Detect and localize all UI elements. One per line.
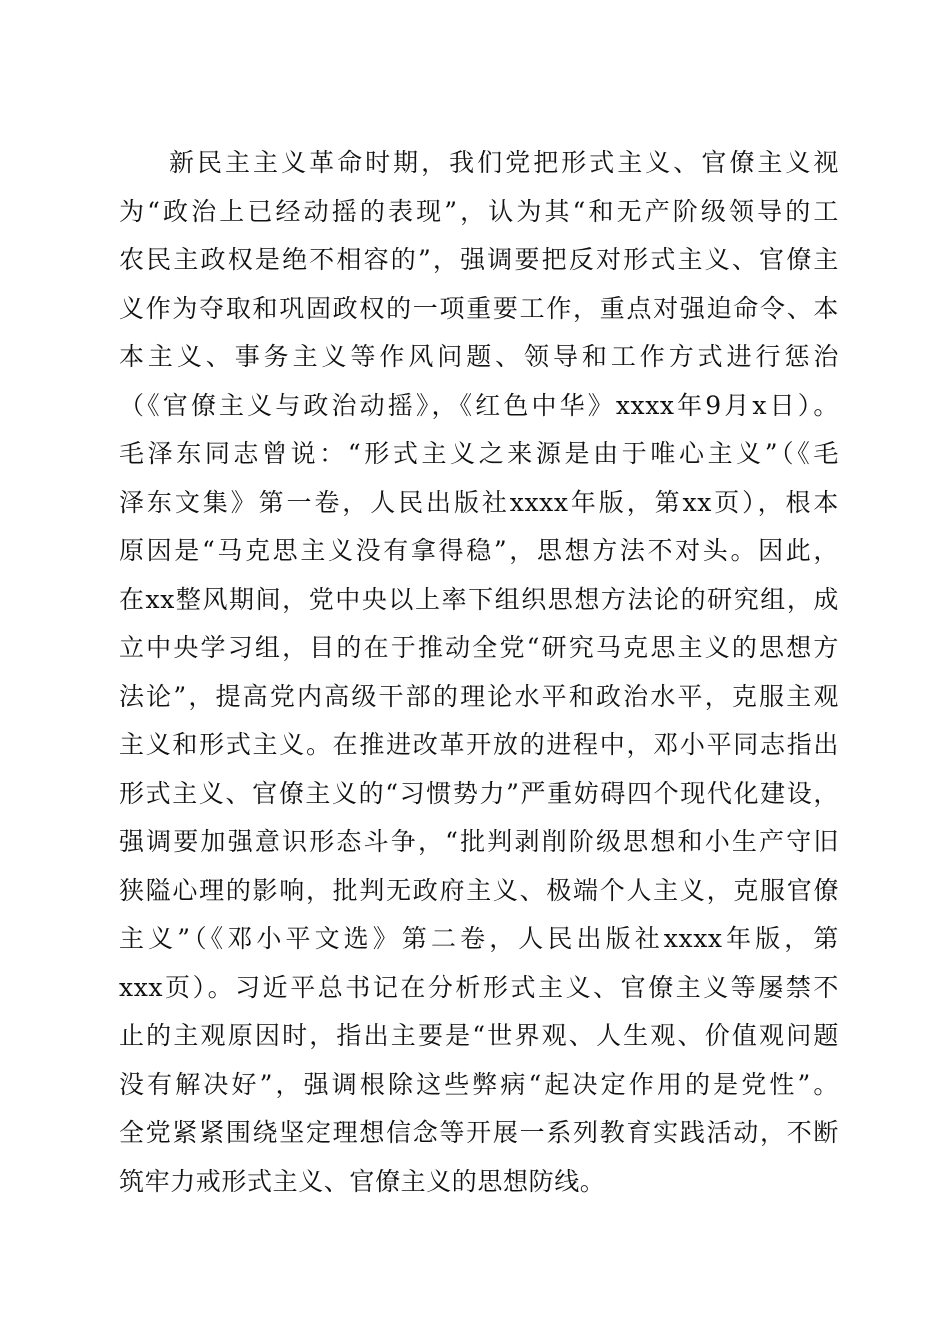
text-line: 强调要加强意识形态斗争，“批判剥削阶级思想和小生产守旧: [119, 827, 839, 856]
text-line: 新民主主义革命时期，我们党把形式主义、官僚主义视: [169, 148, 839, 177]
text-line: 主义”（《邓小平文选》第二卷，人民出版社xxxx年版，第: [119, 924, 839, 953]
text-line: （《官僚主义与政治动摇》，《红色中华》xxxx年9月x日）。: [119, 390, 839, 420]
text-line: 法论”，提高党内高级干部的理论水平和政治水平，克服主观: [119, 681, 839, 711]
text-line: 本主义、事务主义等作风问题、领导和工作方式进行惩治: [119, 342, 839, 371]
text-line: 农民主政权是绝不相容的”，强调要把反对形式主义、官僚主: [119, 245, 839, 274]
text-line: 泽东文集》第一卷，人民出版社xxxx年版，第xx页），根本: [119, 487, 839, 517]
text-line: 形式主义、官僚主义的“习惯势力”严重妨碍四个现代化建设，: [119, 778, 839, 808]
text-line: 原因是“马克思主义没有拿得稳”，思想方法不对头。因此，: [119, 536, 839, 565]
text-line: 立中央学习组，目的在于推动全党“研究马克思主义的思想方: [119, 633, 839, 662]
text-line: 全党紧紧围绕坚定理想信念等开展一系列教育实践活动，不断: [119, 1118, 839, 1147]
text-line: 毛泽东同志曾说：“形式主义之来源是由于唯心主义”（《毛: [119, 439, 839, 468]
text-line: 狭隘心理的影响，批判无政府主义、极端个人主义，克服官僚: [119, 875, 839, 905]
text-line: 主义和形式主义。在推进改革开放的进程中，邓小平同志指出: [119, 730, 839, 759]
text-line-last: 筑牢力戒形式主义、官僚主义的思想防线。: [119, 1166, 606, 1196]
text-line: 义作为夺取和巩固政权的一项重要工作，重点对强迫命令、本: [119, 293, 839, 323]
text-line: 没有解决好”，强调根除这些弊病“起决定作用的是党性”。: [119, 1069, 839, 1099]
text-line: 止的主观原因时，指出主要是“世界观、人生观、价值观问题: [119, 1021, 839, 1050]
text-line: 为“政治上已经动摇的表现”，认为其“和无产阶级领导的工: [119, 196, 839, 226]
body-paragraph: [119, 139, 839, 1206]
text-line: 在xx整风期间，党中央以上率下组织思想方法论的研究组，成: [119, 584, 839, 614]
text-line: xxx页）。习近平总书记在分析形式主义、官僚主义等屡禁不: [119, 972, 839, 1002]
